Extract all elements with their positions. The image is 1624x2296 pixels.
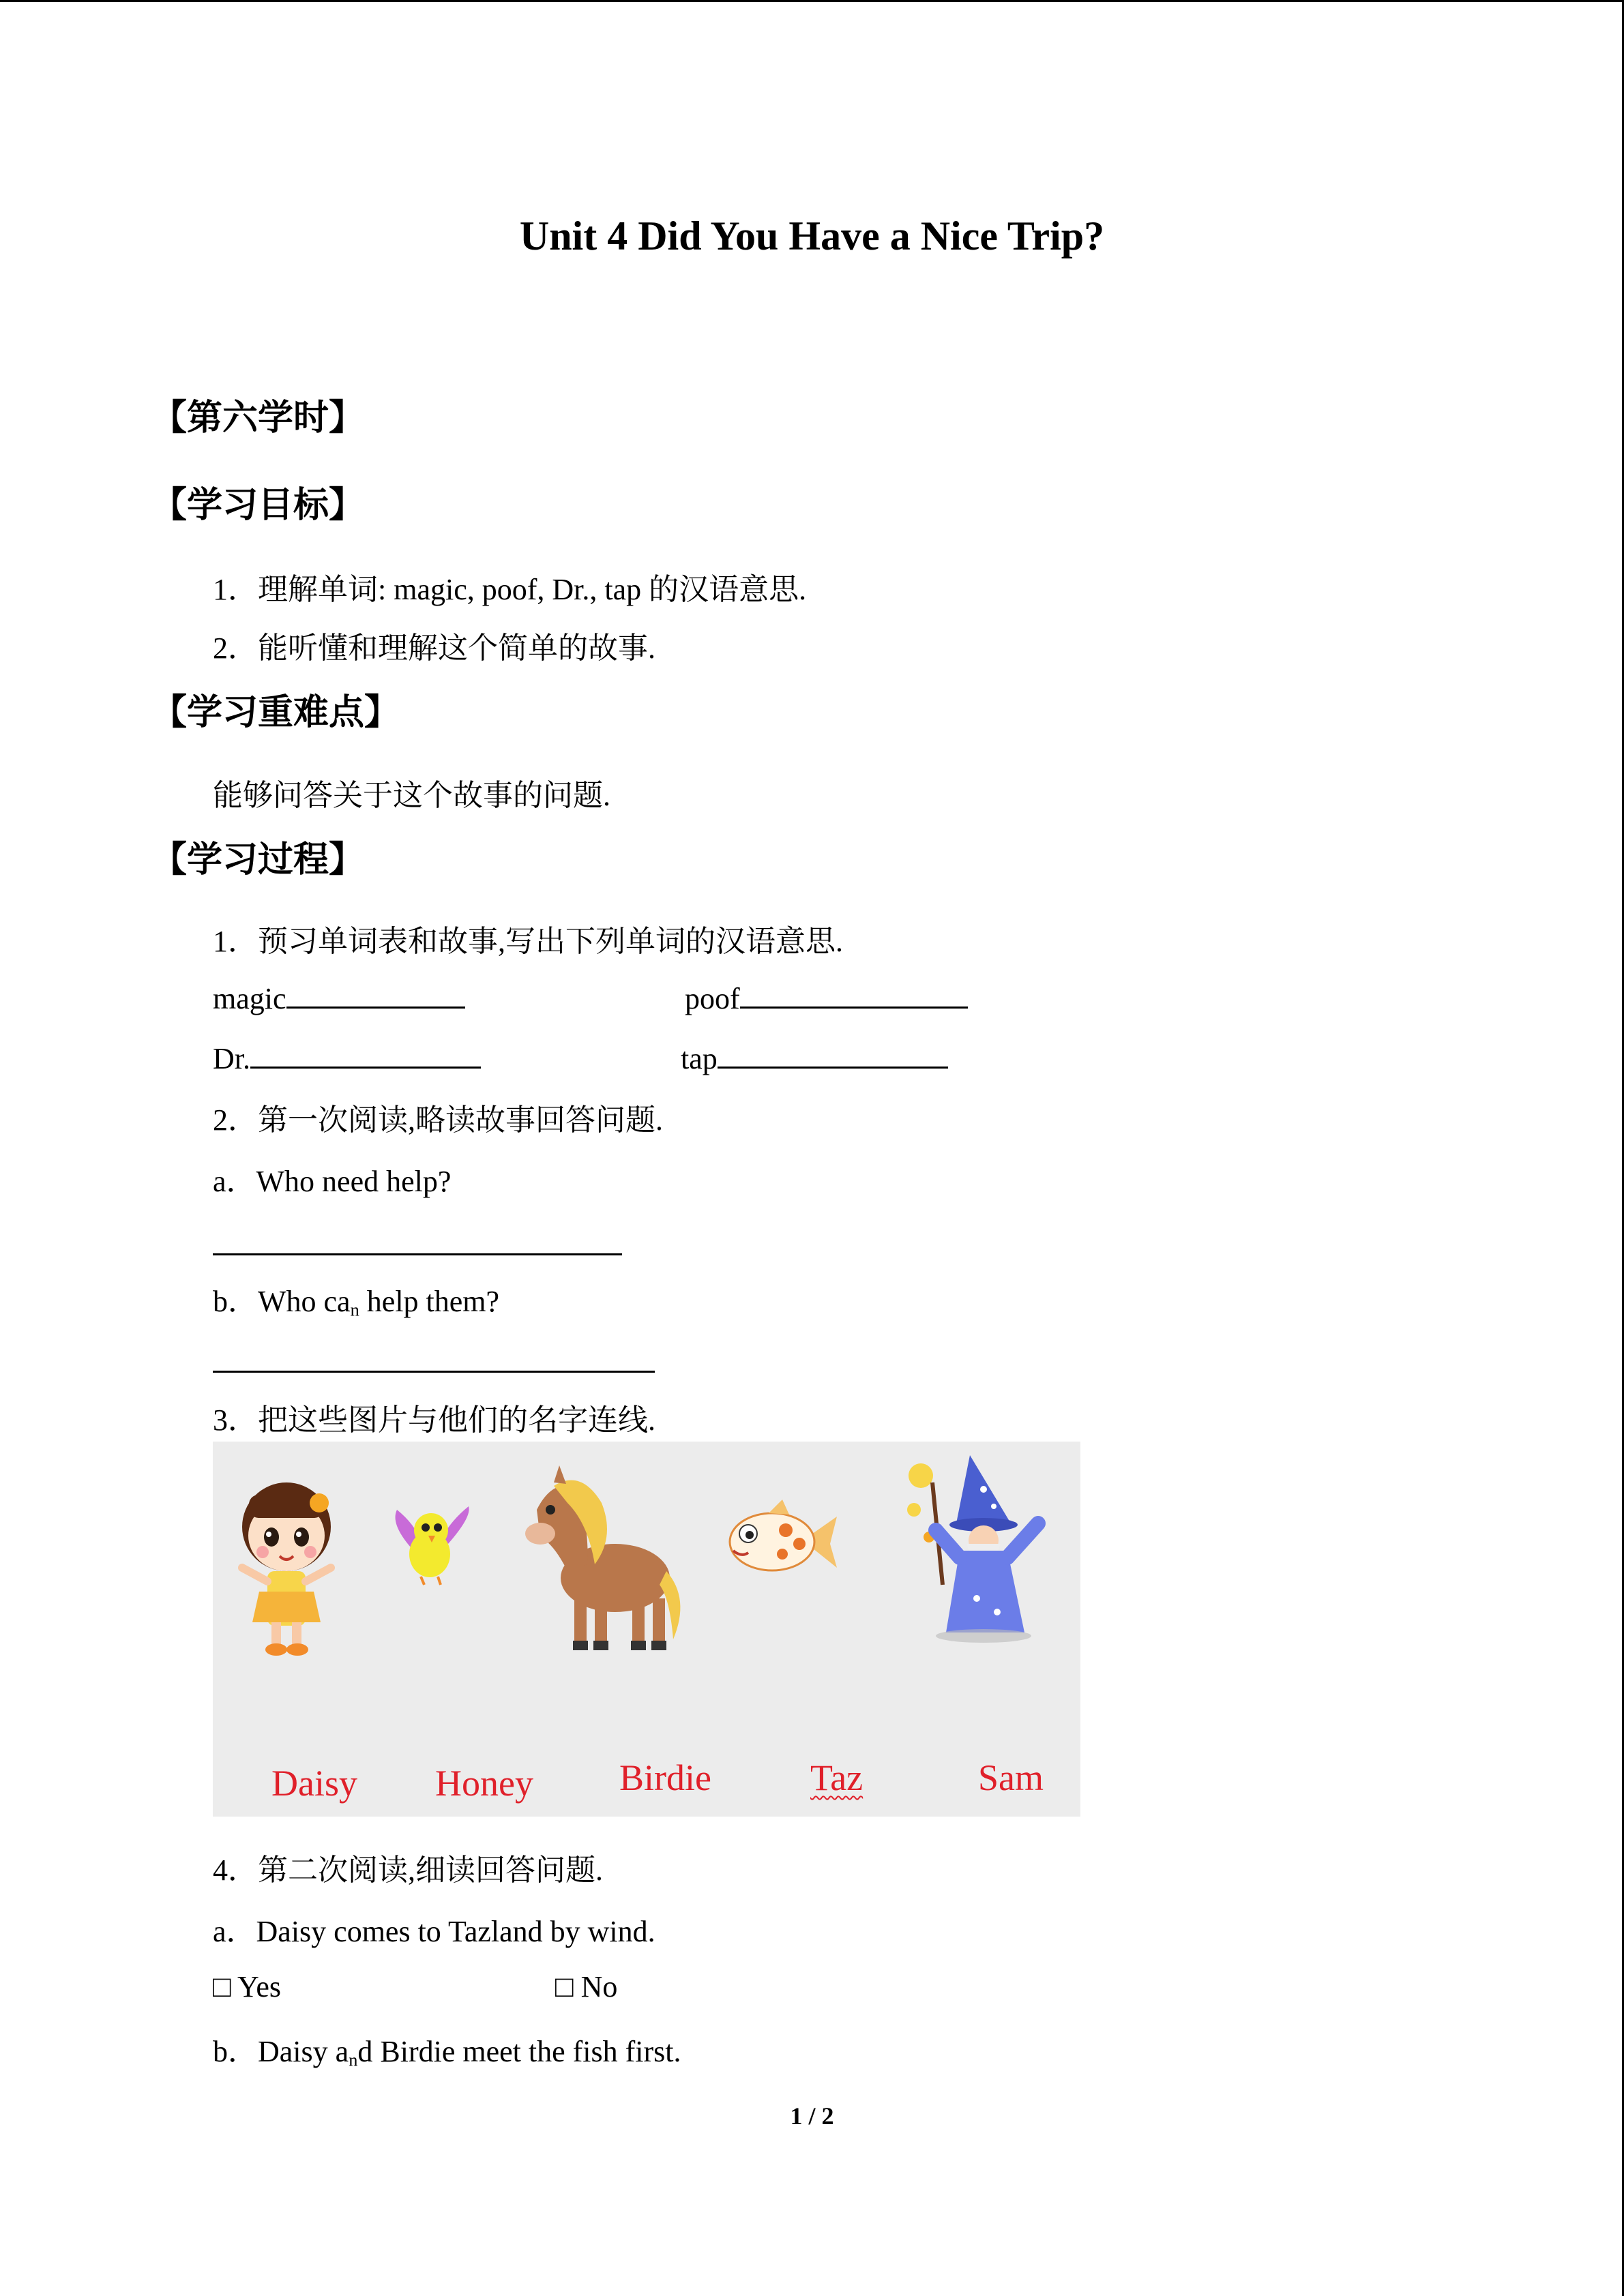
fish-icon	[721, 1500, 840, 1588]
wizard-icon	[895, 1448, 1072, 1653]
word-tap-row	[681, 1039, 948, 1076]
heading-objectives: 【学习目标】	[151, 485, 365, 526]
step1-instruction: 1．预习单词表和故事,写出下列单词的汉语意思.	[213, 925, 843, 958]
answer-blank-magic[interactable]	[286, 979, 465, 1009]
answer-blank-poof[interactable]	[740, 979, 968, 1009]
objective-1: 1．理解单词: magic, poof, Dr., tap 的汉语意思.	[213, 573, 807, 606]
name-honey: Honey	[435, 1763, 533, 1804]
answer-blank-tap[interactable]	[718, 1039, 948, 1069]
objective-2: 2．能听懂和理解这个简单的故事.	[213, 631, 655, 665]
step3-instruction: 3．把这些图片与他们的名字连线.	[213, 1403, 655, 1437]
step4-instruction: 4．第二次阅读,细读回答问题.	[213, 1853, 603, 1887]
word-dr-row	[213, 1039, 481, 1076]
word-tap: tap	[681, 1042, 718, 1075]
word-magic-row	[213, 979, 465, 1016]
heading-lesson: 【第六学时】	[151, 398, 365, 438]
answer-line-b[interactable]	[213, 1371, 655, 1373]
option-no-checkbox[interactable]: □ No	[555, 1970, 618, 2003]
word-poof: poof	[685, 982, 740, 1015]
matching-figure	[213, 1442, 1080, 1817]
step2-question-b: b．Who $ca_n$ help them?	[213, 1285, 500, 1320]
word-magic: magic	[213, 982, 286, 1015]
name-taz: Taz	[810, 1757, 863, 1798]
name-daisy: Daisy	[271, 1763, 357, 1804]
keypoint-text: 能够问答关于这个故事的问题.	[213, 779, 610, 812]
word-dr: Dr.	[213, 1042, 250, 1075]
name-birdie: Birdie	[619, 1757, 711, 1798]
option-yes-checkbox[interactable]: □ Yes	[213, 1970, 281, 2003]
heading-keypoints: 【学习重难点】	[151, 692, 400, 733]
word-poof-row	[685, 979, 968, 1016]
girl-icon	[225, 1476, 348, 1660]
horse-icon	[513, 1462, 690, 1660]
name-sam: Sam	[978, 1757, 1044, 1798]
step2-question-a: a．Who need help?	[213, 1165, 452, 1198]
answer-blank-dr[interactable]	[250, 1039, 481, 1069]
answer-line-a[interactable]	[213, 1253, 622, 1255]
page-title: Unit 4 Did You Have a Nice Trip?	[519, 213, 1105, 258]
step4-question-a: a．Daisy comes to Tazland by wind.	[213, 1915, 655, 1948]
heading-process: 【学习过程】	[151, 839, 365, 880]
page-number: 1 / 2	[790, 2102, 834, 2130]
step4-question-b: b．Daisy $a_nd$ Birdie meet the fish first.	[213, 2035, 681, 2070]
bird-icon	[383, 1496, 479, 1592]
step2-instruction: 2．第一次阅读,略读故事回答问题.	[213, 1103, 663, 1137]
top-border	[0, 0, 1624, 2]
